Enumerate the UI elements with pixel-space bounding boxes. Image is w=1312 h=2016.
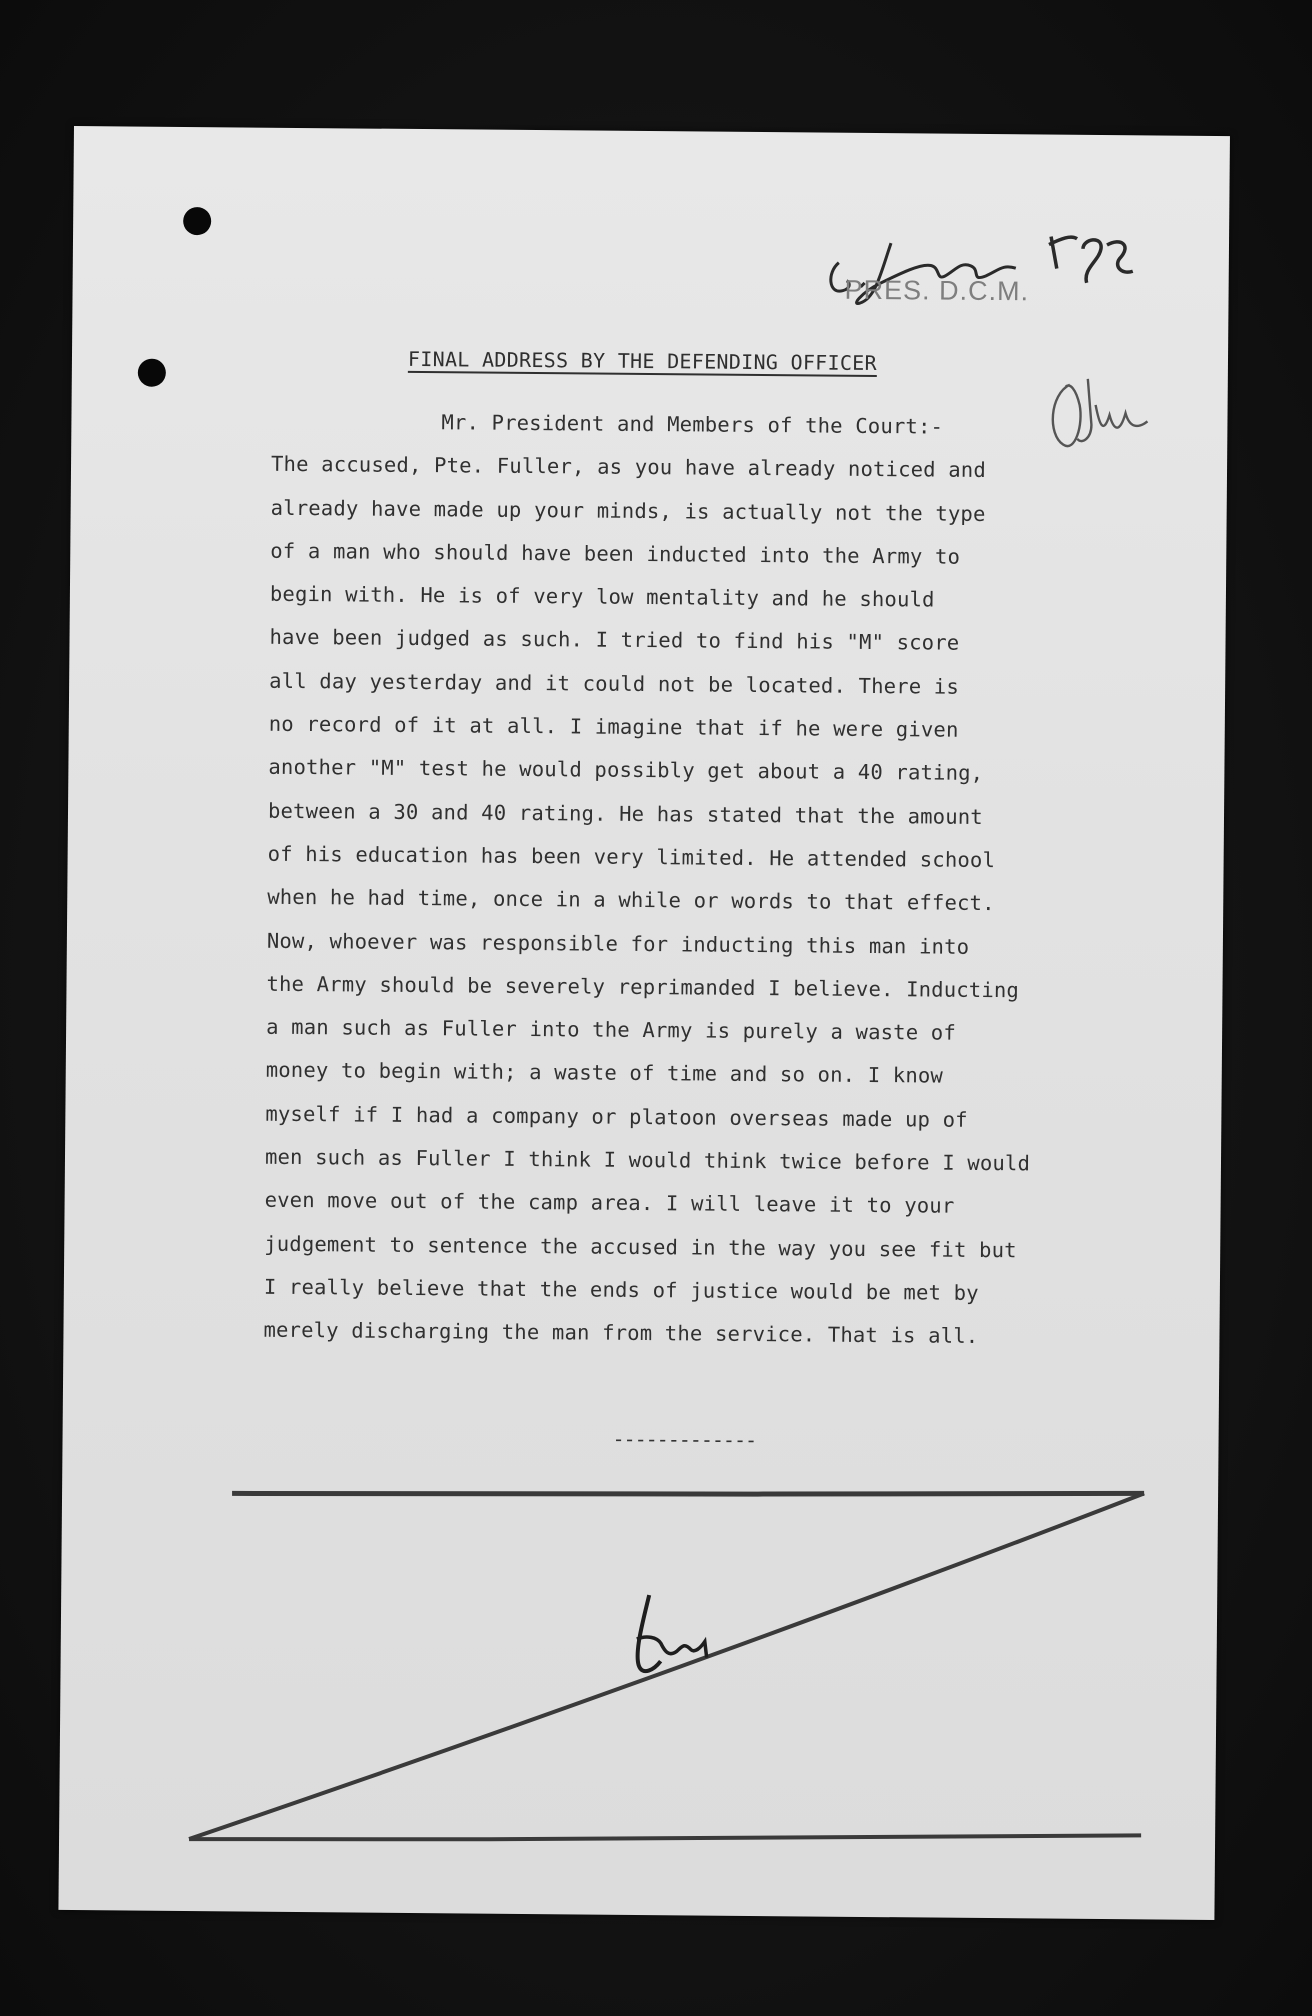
body-line: of a man who should have been inducted into the Army to	[270, 538, 961, 569]
body-line: merely discharging the man from the service. That is all.	[263, 1317, 979, 1349]
body-line: Mr. President and Members of the Court:-	[441, 410, 944, 439]
body-line: when he had time, once in a while or words to that effect.	[267, 884, 995, 916]
body-line: the Army should be severely reprimanded I believe. Inducting	[266, 971, 1020, 1003]
document-page	[58, 126, 1230, 1920]
end-separator: -------------	[612, 1426, 757, 1453]
body-line: already have made up your minds, is actually not the type	[270, 495, 986, 526]
body-line: even move out of the camp area. I will leave it to your	[264, 1188, 955, 1219]
body-line: between a 30 and 40 rating. He has stated that the amount	[267, 798, 984, 829]
body-line: myself if I had a company or platoon overseas made up of	[265, 1101, 968, 1132]
body-line: men such as Fuller I think I would think twice before I would	[264, 1144, 1031, 1176]
body-line: no record of it at all. I imagine that if he were given	[268, 711, 959, 742]
punch-hole-middle	[138, 359, 166, 387]
body-line: another "M" test he would possibly get about a 40 rating,	[268, 755, 984, 786]
body-line: judgement to sentence the accused in the way you see fit but	[264, 1231, 1017, 1262]
body-line: a man such as Fuller into the Army is purely a waste of	[266, 1014, 957, 1045]
punch-hole-top	[183, 207, 211, 235]
handwritten-initials-bottom	[620, 1591, 741, 1702]
pres-dcm-stamp: PRES. D.C.M.	[844, 274, 1030, 307]
document-title: FINAL ADDRESS BY THE DEFENDING OFFICER	[407, 346, 878, 376]
body-line: begin with. He is of very low mentality and he should	[269, 581, 935, 612]
address-body	[263, 400, 1151, 1360]
body-line: The accused, Pte. Fuller, as you have already noticed and	[270, 452, 987, 483]
body-line: I really believe that the ends of justice would be met by	[263, 1274, 979, 1305]
body-line: all day yesterday and it could not be located. There is	[269, 668, 960, 699]
body-line: Now, whoever was responsible for inducting this man into	[266, 928, 970, 959]
body-line: money to begin with; a waste of time and so on. I know	[265, 1058, 944, 1089]
body-line: of his education has been very limited. He attended school	[267, 841, 996, 873]
body-line: have been judged as such. I tried to find his "M" score	[269, 625, 960, 656]
